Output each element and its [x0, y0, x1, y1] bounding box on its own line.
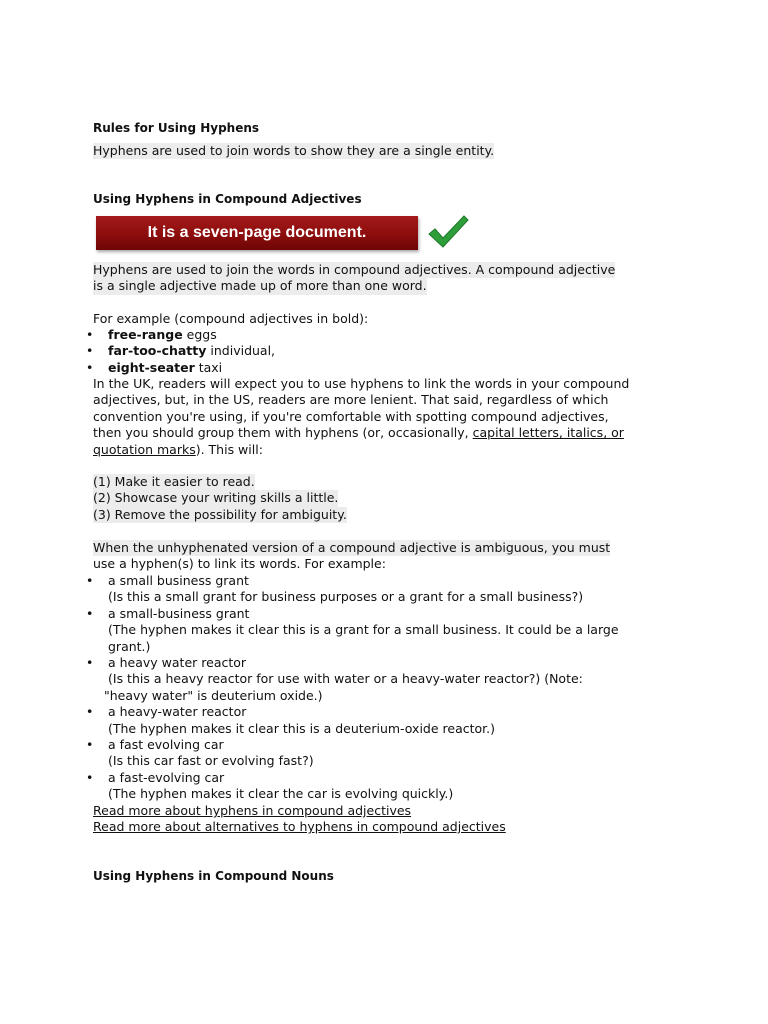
ambiguity-line: When the unhyphenated version of a compound adjective is ambiguous, you must — [93, 540, 611, 555]
ambiguity-note: (Is this a heavy reactor for use with water or a heavy-water reactor?) (Note: — [108, 671, 583, 687]
example-bold: free-range — [108, 327, 183, 342]
intro-text: Hyphens are used to join words to show they are a single entity. — [93, 143, 495, 158]
ambiguity-note: (Is this a small grant for business purposes or a grant for a small business?) — [108, 589, 584, 605]
ambiguity-phrase: a heavy-water reactor — [108, 704, 247, 720]
ambiguity-note: grant.) — [108, 638, 151, 654]
example-rest: taxi — [194, 359, 223, 375]
ambiguity-intro — [93, 540, 610, 573]
list-item — [93, 786, 619, 802]
ambiguity-note: (Is this car fast or evolving fast?) — [108, 753, 314, 769]
list-item: • free-range eggs — [86, 327, 217, 342]
quotation-marks-link[interactable]: quotation marks — [93, 441, 196, 457]
list-item — [93, 721, 619, 737]
list-item — [93, 589, 619, 605]
read-more-alternatives-link[interactable]: Read more about alternatives to hyphens in compound adjectives — [93, 819, 506, 835]
adjective-definition — [93, 262, 615, 295]
uk-us-paragraph — [93, 376, 629, 458]
example-banner — [96, 216, 418, 250]
intro-paragraph — [93, 143, 494, 159]
list-item: • a heavy-water reactor — [86, 704, 247, 720]
list-item: • a fast-evolving car — [86, 769, 225, 785]
list-item — [93, 671, 619, 687]
example-rest: eggs — [182, 327, 217, 342]
definition-line-1: Hyphens are used to join the words in compound adjectives. A compound adjective — [93, 262, 616, 277]
ambiguity-phrase: a small-business grant — [108, 605, 250, 621]
example-intro: For example (compound adjectives in bold): — [93, 311, 369, 326]
ambiguity-phrase: a fast evolving car — [108, 737, 224, 753]
list-item: • eight-seater taxi — [86, 359, 223, 375]
capital-letters-link[interactable]: capital letters, italics, or — [472, 425, 624, 441]
definition-line-2: is a single adjective made up of more than one word. — [93, 278, 427, 294]
read-more-links — [93, 803, 506, 836]
list-item: • a small business grant — [86, 573, 249, 588]
list-item — [93, 622, 619, 638]
ambiguity-list — [86, 573, 619, 803]
list-item: • a fast evolving car — [86, 737, 224, 753]
list-item: • a small-business grant — [86, 605, 250, 621]
list-item — [93, 688, 619, 704]
benefit-item: (1) Make it easier to read. — [93, 474, 255, 489]
heading-rules: Rules for Using Hyphens — [93, 121, 260, 135]
ambiguity-phrase: a heavy water reactor — [108, 655, 247, 671]
list-item — [93, 639, 619, 655]
list-item — [93, 753, 619, 769]
paragraph-line: In the UK, readers will expect you to use hyphens to link the words in your compound — [93, 376, 630, 391]
example-bold: eight-seater — [108, 359, 195, 375]
example-list — [86, 327, 276, 376]
example-bold: far-too-chatty — [108, 343, 207, 359]
ambiguity-note: (The hyphen makes it clear the car is evolving quickly.) — [108, 786, 454, 802]
read-more-hyphens-link[interactable]: Read more about hyphens in compound adjectives — [93, 803, 412, 818]
banner-text: It is a seven-page document. — [147, 224, 367, 241]
ambiguity-note: (The hyphen makes it clear this is a deuterium-oxide reactor.) — [108, 720, 495, 736]
ambiguity-note: (The hyphen makes it clear this is a grant for a small business. It could be a large — [108, 622, 619, 638]
checkmark-icon — [426, 212, 470, 252]
ambiguity-phrase: a small business grant — [108, 573, 249, 588]
paragraph-line: convention you're using, if you're comfortable with spotting compound adjectives, — [93, 408, 609, 424]
heading-compound-nouns: Using Hyphens in Compound Nouns — [93, 869, 334, 883]
list-item: • far-too-chatty individual, — [86, 343, 276, 359]
benefit-item: (2) Showcase your writing skills a little. — [93, 490, 339, 506]
heading-compound-adjectives: Using Hyphens in Compound Adjectives — [93, 192, 362, 206]
ambiguity-line: use a hyphen(s) to link its words. For example: — [93, 556, 386, 572]
list-item: • a heavy water reactor — [86, 655, 247, 671]
paragraph-line: adjectives, but, in the US, readers are more lenient. That said, regardless of which — [93, 392, 609, 408]
paragraph-line: then you should group them with hyphens (or, occasionally, — [93, 425, 473, 441]
paragraph-end: ). This will: — [195, 441, 263, 457]
ambiguity-phrase: a fast-evolving car — [108, 769, 225, 785]
ambiguity-note: "heavy water" is deuterium oxide.) — [104, 687, 323, 703]
example-rest: individual, — [206, 343, 276, 359]
benefits-list — [93, 474, 347, 523]
benefit-item: (3) Remove the possibility for ambiguity. — [93, 506, 347, 522]
